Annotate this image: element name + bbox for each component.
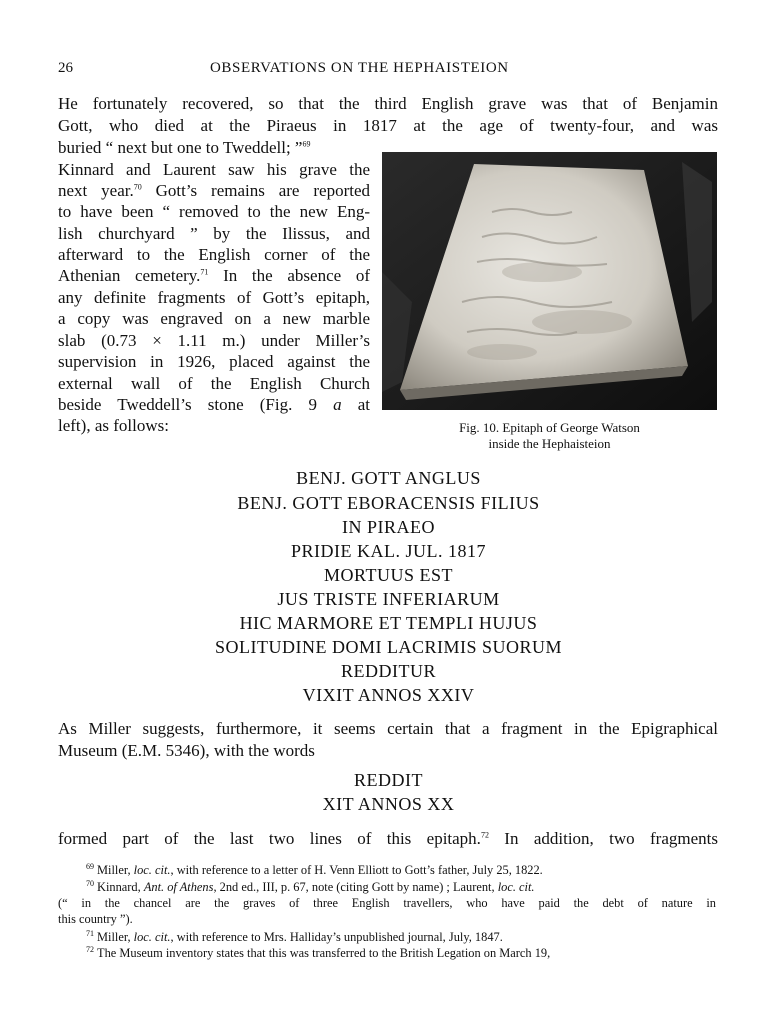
footnote-ref: 70 xyxy=(133,182,142,192)
inscription-line: BENJ. GOTT ANGLUS xyxy=(296,468,481,488)
body-line: Kinnard and Laurent saw his grave the xyxy=(58,160,370,179)
footnote-text: Miller, xyxy=(97,930,134,944)
body-line: a copy was engraved on a new marble xyxy=(58,309,370,328)
footnote-italic: Ant. of Athens xyxy=(143,880,214,894)
figure-caption: inside the Hephaisteion xyxy=(488,436,611,451)
footnote-mark: 69 xyxy=(86,861,94,871)
body-text: at xyxy=(341,395,370,414)
body-line: slab (0.73 × 1.11 m.) under Miller’s xyxy=(58,331,370,350)
body-text: beside Tweddell’s stone (Fig. 9 xyxy=(58,395,334,414)
footnote-text: , with reference to a letter of H. Venn Elliott to Gott’s father, July 25, 1822. xyxy=(170,863,543,877)
footnote-ref: 71 xyxy=(200,267,209,277)
body-line: Museum (E.M. 5346), with the words xyxy=(58,741,315,760)
body-text: In addition, two fragments xyxy=(488,829,718,848)
body-line: supervision in 1926, placed against the xyxy=(58,352,370,371)
footnote-mark: 72 xyxy=(86,944,94,954)
footnote-text: The Museum inventory states that this was transferred to the British Legation on March 19, xyxy=(97,946,551,960)
body-line: afterward to the English corner of the xyxy=(58,245,370,264)
inscription-line: BENJ. GOTT EBORACENSIS FILIUS xyxy=(237,493,540,513)
running-title: OBSERVATIONS ON THE HEPHAISTEION xyxy=(210,60,509,76)
footnote-ref: 72 xyxy=(480,830,489,840)
footnote-72 xyxy=(86,946,550,961)
body-text: formed part of the last two lines of this epitaph. xyxy=(58,829,481,848)
footnote-70-cont: this country ”). xyxy=(58,912,133,926)
body-text: Athenian cemetery. xyxy=(58,266,201,285)
inscription-line: VIXIT ANNOS XXIV xyxy=(302,685,475,705)
footnote-ref: 69 xyxy=(302,139,311,149)
body-line: to have been “ removed to the new Eng- xyxy=(58,202,370,221)
body-line: left), as follows: xyxy=(58,416,169,435)
body-line: lish churchyard ” by the Ilissus, and xyxy=(58,224,370,243)
inscription-line: IN PIRAEO xyxy=(342,517,435,537)
inscription-line: JUS TRISTE INFERIARUM xyxy=(277,589,500,609)
body-italic: a xyxy=(333,395,342,414)
figure-caption: Fig. 10. Epitaph of George Watson xyxy=(459,420,640,435)
body-line: external wall of the English Church xyxy=(58,374,370,393)
footnote-71 xyxy=(86,930,503,945)
page-number: 26 xyxy=(58,60,73,76)
footnote-text: Miller, xyxy=(97,863,134,877)
footnote-text: , with reference to Mrs. Halliday’s unpublished journal, July, 1847. xyxy=(170,930,503,944)
footnote-mark: 70 xyxy=(86,878,94,888)
body-line xyxy=(58,266,370,286)
footnote-text: Kinnard, xyxy=(97,880,144,894)
inscription-line: HIC MARMORE ET TEMPLI HUJUS xyxy=(239,613,538,633)
inscription-line: MORTUUS EST xyxy=(324,565,453,585)
footnote-text: , 2nd ed., III, p. 67, note (citing Gott by name) ; Laurent, xyxy=(213,880,498,894)
body-text: In the absence of xyxy=(208,266,370,285)
body-line: He fortunately recovered, so that the third English grave was that of Benjamin xyxy=(58,94,718,113)
footnote-70 xyxy=(86,880,535,895)
body-line xyxy=(58,395,370,415)
inscription-line: PRIDIE KAL. JUL. 1817 xyxy=(291,541,486,561)
body-text: Gott’s remains are reported xyxy=(141,181,370,200)
body-text: buried “ next but one to Tweddell; ” xyxy=(58,138,303,157)
inscription-line: SOLITUDINE DOMI LACRIMIS SUORUM xyxy=(214,637,562,657)
body-line: Gott, who died at the Piraeus in 1817 at the age of twenty-four, and was xyxy=(58,116,718,135)
body-line xyxy=(58,138,370,158)
footnote-mark: 71 xyxy=(86,928,94,938)
footnote-italic: loc. cit. xyxy=(497,880,535,894)
body-line: any definite fragments of Gott’s epitaph, xyxy=(58,288,370,307)
body-line xyxy=(58,181,370,201)
footnote-70-cont: (“ in the chancel are the graves of three English travellers, who have paid the debt of nature in xyxy=(58,896,716,910)
epitaph-photo xyxy=(382,152,717,410)
footnote-italic: loc. cit. xyxy=(133,930,171,944)
footnote-italic: loc. cit. xyxy=(133,863,171,877)
marble-slab-image xyxy=(382,152,717,410)
body-line: As Miller suggests, furthermore, it seems certain that a fragment in the Epigraphical xyxy=(58,719,718,738)
body-line xyxy=(58,829,718,849)
body-text: next year. xyxy=(58,181,134,200)
fragment-line: XIT ANNOS XX xyxy=(322,794,455,814)
fragment-line: REDDIT xyxy=(354,770,423,790)
footnote-69 xyxy=(86,863,543,878)
inscription-line: REDDITUR xyxy=(341,661,436,681)
